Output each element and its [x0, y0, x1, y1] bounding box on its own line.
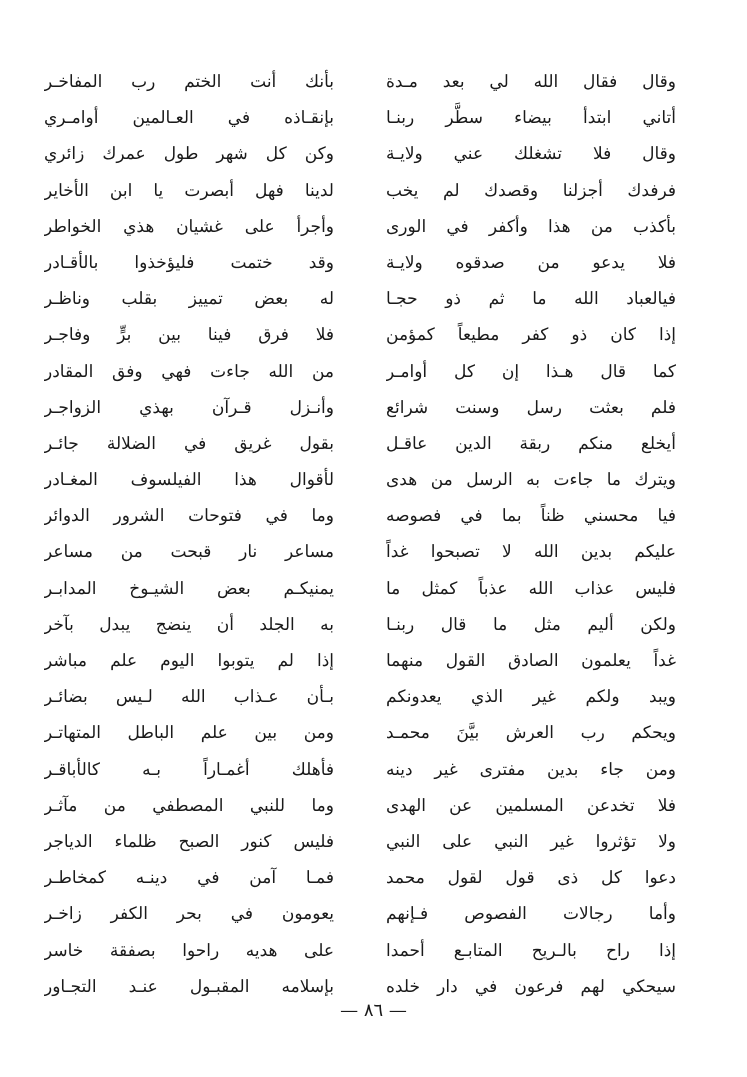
right-verse-line: ولكن أليم مثل ما قال ربنـا: [386, 614, 676, 635]
left-verse-line: وقد ختمت فليؤخذوا بالأقـادر: [44, 252, 334, 273]
right-verse-line: أتاني ابتدأ بيضاء سطَّر ربنـا: [386, 108, 676, 129]
left-verse-line: ومن بين علم الباطل المتهاتـر: [44, 723, 334, 744]
left-verse-line: من الله جاءت فهي وفق المقادر: [44, 361, 334, 382]
left-verse-line: به الجلد أن ينضج يبدل بآخر: [44, 614, 334, 635]
right-verse-line: فرفدك أجزلنا وقصدك لم يخب: [386, 180, 676, 201]
right-verse-line: فليس عذاب الله عذباً كمثل ما: [386, 578, 676, 599]
left-verse-line: فلا فرق فينا بين برٍّ وفاجـر: [44, 325, 334, 346]
right-verse-line: كما قال هـذا إن كل أوامـر: [386, 361, 676, 382]
right-verse-column: [386, 64, 676, 1005]
left-verse-line: يعومون في بحر الكفر زاخـر: [44, 904, 334, 925]
left-verse-line: له بعض تمييز بقلب وناظـر: [44, 289, 334, 310]
right-verse-line: ويحكم رب العرش بيَّنَ محمـد: [386, 723, 676, 744]
right-verse-line: سيحكي لهم فرعون في دار خلده: [386, 976, 676, 997]
right-verse-line: إذا راح بالـريح المتابـع أحمدا: [386, 940, 676, 961]
right-verse-line: ولا تؤثروا غير النبي على النبي: [386, 831, 676, 852]
left-verse-line: بقول غريق في الضلالة جائـر: [44, 433, 334, 454]
right-verse-line: وقال فقال الله لي بعد مـدة: [386, 72, 676, 92]
left-verse-line: وما في فتوحات الشرور الدوائر: [44, 506, 334, 527]
left-verse-line: بإسلامه المقبـول عنـد التجـاور: [44, 976, 334, 997]
left-verse-line: مساعر نار قبحت من مساعر: [44, 542, 334, 563]
right-verse-line: وأما رجالات الفصوص فـإنهم: [386, 904, 676, 925]
right-verse-line: ويترك ما جاءت به الرسل من هدى: [386, 470, 676, 491]
left-verse-column: [44, 64, 334, 1005]
right-verse-line: فيا محسني ظناً بما في فصوصه: [386, 506, 676, 527]
left-verse-line: لأقوال هذا الفيلسوف المغـادر: [44, 470, 334, 491]
right-verse-line: غداً يعلمون الصادق القول منهما: [386, 651, 676, 671]
left-verse-line: وما للنبي المصطفي من مآثـر: [44, 795, 334, 816]
right-verse-line: عليكم بدين الله لا تصبحوا غداً: [386, 542, 676, 563]
right-verse-line: دعوا كل ذى قول لقول محمد: [386, 868, 676, 889]
right-verse-line: وقال فلا تشغلك عني ولايـة: [386, 144, 676, 165]
left-verse-line: بـأن عـذاب الله لـيس بضائـر: [44, 687, 334, 708]
left-verse-line: وأجرأ على غشيان هذي الخواطر: [44, 216, 334, 237]
left-verse-line: على هديه راحوا بصفقة خاسر: [44, 940, 334, 961]
left-verse-line: إذا لم يتوبوا اليوم علم مباشر: [44, 651, 334, 671]
left-verse-line: وكن كل شهر طول عمرك زائري: [44, 144, 334, 165]
right-verse-line: بأكذب من هذا وأكفر في الورى: [386, 216, 676, 237]
left-verse-line: فمـا آمن في دينـه كمخاطـر: [44, 868, 334, 889]
left-verse-line: بأنك أنت الختم رب المفاخـر: [44, 72, 334, 92]
right-verse-line: فيالعباد الله ما ثم ذو حجـا: [386, 289, 676, 310]
right-verse-line: ويبد ولكم غير الذي يعدونكم: [386, 687, 676, 708]
right-verse-line: إذا كان ذو كفر مطيعاً كمؤمن: [386, 325, 676, 346]
left-verse-line: وأنـزل قـرآن بهذي الزواجـر: [44, 397, 334, 418]
left-verse-line: فأهلك أغمـاراً بـه كالأباقـر: [44, 759, 334, 780]
page-number: — ٨٦ —: [340, 1000, 407, 1021]
left-verse-line: بإنقـاذه في العـالمين أوامـري: [44, 108, 334, 129]
right-verse-line: فلا يدعو من صدقوه ولايـة: [386, 252, 676, 273]
right-verse-line: فلم بعثت رسل وسنت شرائع: [386, 397, 676, 418]
left-verse-line: يمنيكـم بعض الشيـوخ المدابـر: [44, 578, 334, 599]
right-verse-line: فلا تخدعن المسلمين عن الهدى: [386, 795, 676, 816]
right-verse-line: أيخلع منكم ربقة الدين عاقـل: [386, 433, 676, 454]
left-verse-line: فليس كنور الصبح ظلماء الدياجر: [44, 831, 334, 852]
left-verse-line: لدينا فهل أبصرت يا ابن الأخاير: [44, 180, 334, 201]
right-verse-line: ومن جاء بدين مفترى غير دينه: [386, 759, 676, 780]
